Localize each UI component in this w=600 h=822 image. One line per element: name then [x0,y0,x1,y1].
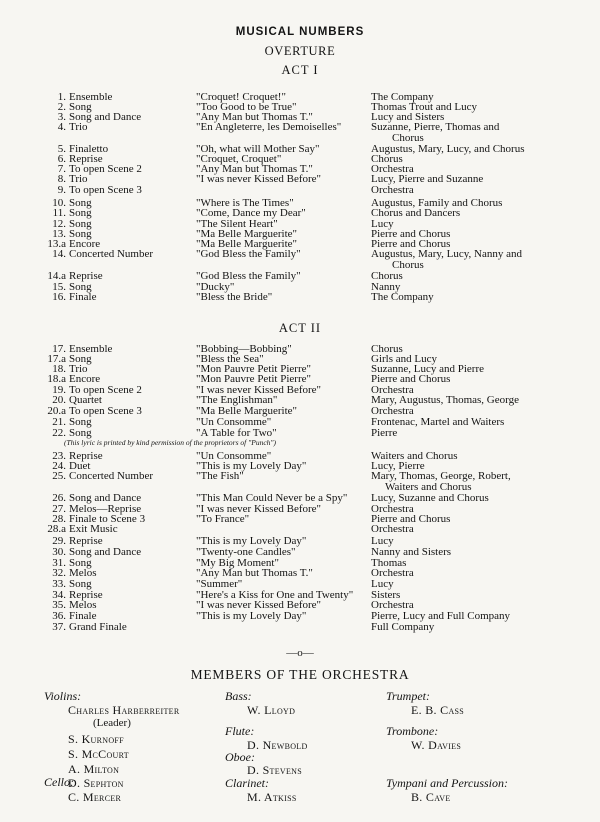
song-title: "Mon Pauvre Petit Pierre" [196,373,311,385]
song-title: "Croquet, Croquet" [196,153,282,165]
performers: Lucy [371,535,394,547]
song-title: "This Man Could Never be a Spy" [196,492,348,504]
performers: Orchestra [371,405,414,417]
performers-continued: Chorus [392,132,424,144]
punch-permission-note: (This lyric is printed by kind permission of the proprietors of "Punch") [64,438,277,447]
performers: Lucy, Pierre and Suzanne [371,173,484,185]
number-label: 15. [52,281,66,293]
number-type: Trio [69,173,88,185]
song-title: "Where is The Times" [196,197,294,209]
song-title: "Bless the Sea" [196,353,264,365]
number-type: Finaletto [69,143,109,155]
song-title: "Here's a Kiss for One and Twenty" [196,589,354,601]
number-label: 29. [52,535,66,547]
oboe-label: Oboe: [225,750,255,764]
bassist-name: W. Lloyd [247,703,296,717]
number-label: 21. [52,416,66,428]
number-label: 10. [52,197,66,209]
performers: Pierre [371,427,398,439]
number-type: Song [69,281,92,293]
number-type: Melos [69,567,97,579]
performers: Frontenac, Martel and Waiters [371,416,505,428]
number-type: Trio [69,121,88,133]
song-title: "My Big Moment" [196,557,279,569]
number-type: Concerted Number [69,470,153,482]
number-label: 7. [57,163,66,175]
song-title: "Any Man but Thomas T." [196,111,313,123]
song-title: "Twenty-one Candles" [196,546,296,558]
section-separator: —o— [286,647,314,659]
flute-label: Flute: [225,724,255,738]
performers: Mary, Augustus, Thomas, George [371,394,519,406]
number-label: 19. [52,384,66,396]
performers: Orchestra [371,163,414,175]
number-label: 28.a [47,523,66,535]
number-type: Song [69,578,92,590]
number-label: 36. [52,610,66,622]
trumpeter-name: E. B. Cass [411,703,465,717]
number-type: Song and Dance [69,111,142,123]
performers: Full Company [371,621,435,633]
song-title: "The Silent Heart" [196,218,278,230]
performers: Orchestra [371,503,414,515]
number-type: Reprise [69,589,103,601]
number-label: 23. [52,450,66,462]
number-type: Grand Finale [69,621,127,633]
song-title: "Ma Belle Marguerite" [196,405,298,417]
performers: Augustus, Mary, Lucy, Nanny and [371,248,523,260]
song-title: "Bless the Bride" [196,291,273,303]
number-type: Song [69,207,92,219]
number-label: 24. [52,460,66,472]
performers: Waiters and Chorus [371,450,458,462]
performers: Chorus and Dancers [371,207,461,219]
song-title: "Mon Pauvre Petit Pierre" [196,363,311,375]
clarinettist-name: M. Atkiss [247,790,297,804]
song-title: "I was never Kissed Before" [196,503,322,515]
number-type: Exit Music [69,523,118,535]
song-title: "En Angleterre, les Demoiselles" [196,121,342,133]
song-title: "Ma Belle Marguerite" [196,238,298,250]
performers-continued: Waiters and Chorus [385,481,472,493]
number-label: 17. [52,343,66,355]
number-label: 13.a [47,238,66,250]
number-label: 37. [52,621,66,633]
performers: Thomas Trout and Lucy [371,101,478,113]
performers: Lucy, Suzanne and Chorus [371,492,489,504]
musical-number-row [0,291,600,303]
number-type: Finale [69,610,97,622]
performers: Nanny [371,281,401,293]
song-title: "God Bless the Family" [196,248,301,260]
song-title: "Ma Belle Marguerite" [196,228,298,240]
number-type: To open Scene 3 [69,405,142,417]
number-label: 2. [57,101,66,113]
number-label: 35. [52,599,66,611]
number-label: 8. [57,173,66,185]
performers: Suzanne, Lucy and Pierre [371,363,485,375]
performers: Augustus, Mary, Lucy, and Chorus [371,143,525,155]
number-type: Song [69,416,92,428]
song-title: "I was never Kissed Before" [196,384,322,396]
number-type: Ensemble [69,91,113,103]
musical-number-row [0,184,600,196]
song-title: "Ducky" [196,281,235,293]
performers: Pierre and Chorus [371,513,451,525]
number-label: 34. [52,589,66,601]
song-title: "Summer" [196,578,243,590]
performers: Girls and Lucy [371,353,437,365]
musical-number-row [0,621,600,633]
number-label: 30. [52,546,66,558]
performers: Chorus [371,343,403,355]
musical-number-row [0,523,600,535]
musical-number-row [0,121,600,144]
number-label: 32. [52,567,66,579]
song-title: "This is my Lovely Day" [196,610,307,622]
number-label: 13. [52,228,66,240]
number-label: 1. [57,91,66,103]
song-title: "I was never Kissed Before" [196,173,322,185]
number-type: To open Scene 3 [69,184,142,196]
number-label: 5. [57,143,66,155]
performers: Chorus [371,153,403,165]
performers: Augustus, Family and Chorus [371,197,503,209]
number-label: 4. [57,121,66,133]
number-type: Reprise [69,153,103,165]
number-type: Melos—Reprise [69,503,142,515]
song-title: "The Englishman" [196,394,278,406]
number-label: 22. [52,427,66,439]
number-label: 26. [52,492,66,504]
number-type: Song [69,197,92,209]
number-label: 33. [52,578,66,590]
number-label: 31. [52,557,66,569]
number-label: 18. [52,363,66,375]
number-label: 9. [57,184,66,196]
trombonist-name: W. Davies [411,738,462,752]
number-type: Song [69,427,92,439]
performers: Lucy [371,218,394,230]
number-label: 25. [52,470,66,482]
act-two-heading: ACT II [278,321,322,335]
song-title: "Bobbing—Bobbing" [196,343,292,355]
performers: The Company [371,291,434,303]
trumpet-label: Trumpet: [386,689,431,703]
number-type: Song [69,353,92,365]
number-label: 16. [52,291,66,303]
number-type: Ensemble [69,343,113,355]
number-type: Reprise [69,270,103,282]
performers: Nanny and Sisters [371,546,452,558]
song-title: "To France" [196,513,250,525]
number-type: To open Scene 2 [69,384,142,396]
number-type: Finale [69,291,97,303]
violins-label: Violins: [44,689,82,703]
number-label: 28. [52,513,66,525]
number-type: Encore [69,373,101,385]
performers: Pierre and Chorus [371,238,451,250]
performers: Chorus [371,270,403,282]
performers: Pierre, Lucy and Full Company [371,610,511,622]
number-type: Melos [69,599,97,611]
number-label: 14.a [47,270,66,282]
performers: Pierre and Chorus [371,228,451,240]
tympani-label: Tympani and Percussion: [386,776,508,790]
violinist-name: S. McCourt [68,747,129,761]
number-type: Reprise [69,450,103,462]
song-title: "Oh, what will Mother Say" [196,143,320,155]
number-type: Song [69,101,92,113]
number-type: Song and Dance [69,492,142,504]
number-type: Quartet [69,394,102,406]
violinist-name: Charles Harberreiter [68,703,180,717]
performers: Lucy and Sisters [371,111,445,123]
song-title: "Un Consomme" [196,416,272,428]
cello-label: Cello: [44,775,74,789]
performers: Orchestra [371,599,414,611]
performers: The Company [371,91,434,103]
number-type: Concerted Number [69,248,153,260]
performers: Orchestra [371,523,414,535]
overture-heading: OVERTURE [264,44,336,58]
song-title: "God Bless the Family" [196,270,301,282]
number-type: Encore [69,238,101,250]
song-title: "Croquet! Croquet!" [196,91,286,103]
performers: Suzanne, Pierre, Thomas and [371,121,500,133]
performers: Lucy [371,578,394,590]
number-label: 11. [52,207,66,219]
clarinet-label: Clarinet: [225,776,269,790]
song-title: "Too Good to be True" [196,101,297,113]
oboist-name: D. Stevens [247,763,303,777]
violinist-name: S. Kurnoff [68,732,124,746]
violinist-name: D. Sephton [68,776,124,790]
number-type: Song [69,228,92,240]
flautist-name: D. Newbold [247,738,308,752]
percussionist-name: B. Cave [411,790,451,804]
trombone-label: Trombone: [386,724,439,738]
performers: Lucy, Pierre [371,460,425,472]
orchestra-heading: MEMBERS OF THE ORCHESTRA [190,667,410,682]
number-label: 27. [52,503,66,515]
song-title: "Come, Dance my Dear" [196,207,306,219]
musical-number-row [0,248,600,271]
number-type: Finale to Scene 3 [69,513,146,525]
leader-note: (Leader) [93,717,131,729]
page-title: MUSICAL NUMBERS [235,26,365,38]
number-type: Trio [69,363,88,375]
number-type: Song [69,557,92,569]
song-title: "The Fish" [196,470,244,482]
number-type: Song and Dance [69,546,142,558]
number-type: Duet [69,460,91,472]
performers: Orchestra [371,384,414,396]
number-label: 20. [52,394,66,406]
song-title: "Any Man but Thomas T." [196,567,313,579]
song-title: "I was never Kissed Before" [196,599,322,611]
performers-continued: Chorus [392,259,424,271]
performers: Orchestra [371,184,414,196]
number-label: 12. [52,218,66,230]
performers: Mary, Thomas, George, Robert, [371,470,511,482]
song-title: "Any Man but Thomas T." [196,163,313,175]
violinist-name: A. Milton [68,762,120,776]
act-one-heading: ACT I [281,63,319,77]
song-title: "This is my Lovely Day" [196,535,307,547]
number-label: 20.a [47,405,66,417]
performers: Orchestra [371,567,414,579]
musical-number-row [0,470,600,493]
song-title: "Un Consomme" [196,450,272,462]
number-label: 18.a [47,373,66,385]
number-label: 14. [52,248,66,260]
number-type: Reprise [69,535,103,547]
performers: Pierre and Chorus [371,373,451,385]
song-title: "This is my Lovely Day" [196,460,307,472]
number-type: To open Scene 2 [69,163,142,175]
performers: Thomas [371,557,407,569]
performers: Sisters [371,589,401,601]
number-label: 6. [57,153,66,165]
bass-label: Bass: [225,689,252,703]
song-title: "A Table for Two" [196,427,277,439]
number-label: 3. [57,111,66,123]
number-type: Song [69,218,92,230]
number-label: 17.a [47,353,66,365]
cellist-name: C. Mercer [68,790,122,804]
